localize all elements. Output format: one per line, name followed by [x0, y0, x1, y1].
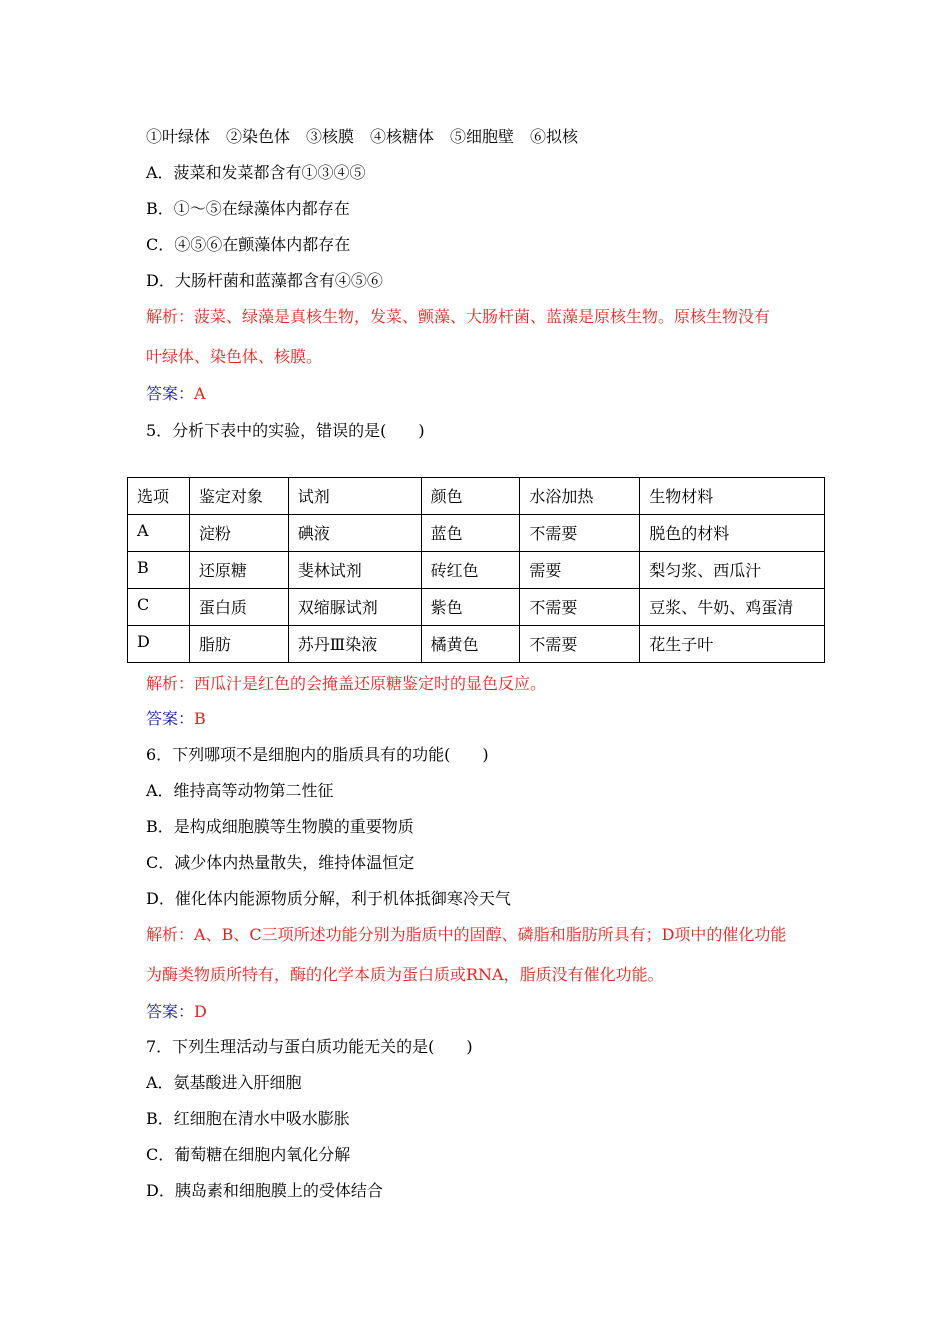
table-cell: C [128, 589, 190, 626]
q4-option-c: C．④⑤⑥在颤藻体内都存在 [146, 235, 351, 254]
table-cell: 脂肪 [189, 626, 288, 663]
q6-answer-label: 答案： [146, 1002, 195, 1021]
q4-option-a: A．菠菜和发菜都含有①③④⑤ [146, 163, 366, 182]
q6-option-a: A．维持高等动物第二性征 [146, 781, 334, 800]
q7-option-a: A．氨基酸进入肝细胞 [146, 1073, 302, 1092]
table-cell: 还原糖 [189, 552, 288, 589]
q6-option-c: C．减少体内热量散失，维持体温恒定 [146, 853, 415, 872]
q4-analysis-label: 解析： [146, 307, 195, 326]
table-row [128, 626, 825, 663]
q6-option-b: B．是构成细胞膜等生物膜的重要物质 [146, 817, 414, 836]
q4-answer-value: A [194, 384, 206, 403]
q6-analysis-label: 解析： [146, 925, 195, 944]
table-header-cell: 颜色 [421, 478, 520, 515]
q5-analysis-label: 解析： [146, 674, 195, 693]
table-cell: D [128, 626, 190, 663]
q6-analysis-line1 [146, 925, 786, 945]
table-cell: 砖红色 [421, 552, 520, 589]
table-cell: 花生子叶 [640, 626, 825, 663]
table-cell: 豆浆、牛奶、鸡蛋清 [640, 589, 825, 626]
q4-analysis-text: 菠菜、绿藻是真核生物，发菜、颤藻、大肠杆菌、蓝藻是原核生物。原核生物没有 [194, 307, 771, 326]
table-cell: 需要 [520, 552, 640, 589]
table-header-cell: 鉴定对象 [189, 478, 288, 515]
table-cell: 不需要 [520, 626, 640, 663]
q5-analysis-text: 西瓜汁是红色的会掩盖还原糖鉴定时的显色反应。 [194, 674, 547, 693]
table-cell: 淀粉 [189, 515, 288, 552]
q6-option-d: D．催化体内能源物质分解，利于机体抵御寒冷天气 [146, 889, 511, 908]
table-cell: 碘液 [288, 515, 421, 552]
q5-answer [146, 709, 206, 729]
table-cell: 梨匀浆、西瓜汁 [640, 552, 825, 589]
q5-analysis [146, 674, 546, 694]
table-cell: B [128, 552, 190, 589]
table-cell: 蛋白质 [189, 589, 288, 626]
q6-analysis-text: A、B、C三项所述功能分别为脂质中的固醇、磷脂和脂肪所具有；D项中的催化功能 [194, 925, 787, 944]
q5-answer-value: B [194, 709, 206, 728]
q4-items: ①叶绿体 ②染色体 ③核膜 ④核糖体 ⑤细胞壁 ⑥拟核 [146, 127, 579, 146]
table-header-cell: 选项 [128, 478, 190, 515]
table-cell: 橘黄色 [421, 626, 520, 663]
table-cell: 不需要 [520, 515, 640, 552]
table-cell: 脱色的材料 [640, 515, 825, 552]
table-cell: A [128, 515, 190, 552]
q6-answer [146, 1002, 207, 1022]
q7-option-b: B．红细胞在清水中吸水膨胀 [146, 1109, 350, 1128]
table-cell: 苏丹Ⅲ染液 [288, 626, 421, 663]
q5-answer-label: 答案： [146, 709, 195, 728]
table-row [128, 589, 825, 626]
q7-option-c: C．葡萄糖在细胞内氧化分解 [146, 1145, 351, 1164]
q5-question: 5．分析下表中的实验，错误的是( ) [146, 421, 425, 440]
q6-question: 6．下列哪项不是细胞内的脂质具有的功能( ) [146, 745, 489, 764]
table-cell: 双缩脲试剂 [288, 589, 421, 626]
table-cell: 紫色 [421, 589, 520, 626]
q4-analysis-line1 [146, 307, 770, 327]
q4-answer-label: 答案： [146, 384, 195, 403]
table-header-cell: 水浴加热 [520, 478, 640, 515]
q4-answer [146, 384, 206, 404]
table-cell: 蓝色 [421, 515, 520, 552]
table-cell: 不需要 [520, 589, 640, 626]
table-header-cell: 试剂 [288, 478, 421, 515]
q4-analysis-line2: 叶绿体、染色体、核膜。 [146, 347, 323, 366]
experiment-table [127, 477, 825, 663]
q7-question: 7．下列生理活动与蛋白质功能无关的是( ) [146, 1037, 473, 1056]
q6-analysis-line2: 为酶类物质所特有，酶的化学本质为蛋白质或RNA，脂质没有催化功能。 [146, 965, 664, 984]
q4-option-d: D．大肠杆菌和蓝藻都含有④⑤⑥ [146, 271, 383, 290]
q6-answer-value: D [194, 1002, 207, 1021]
q7-option-d: D．胰岛素和细胞膜上的受体结合 [146, 1181, 383, 1200]
table-header-row [128, 478, 825, 515]
table-cell: 斐林试剂 [288, 552, 421, 589]
table-row [128, 552, 825, 589]
table-header-cell: 生物材料 [640, 478, 825, 515]
q4-option-b: B．①～⑤在绿藻体内都存在 [146, 199, 350, 218]
table-row [128, 515, 825, 552]
